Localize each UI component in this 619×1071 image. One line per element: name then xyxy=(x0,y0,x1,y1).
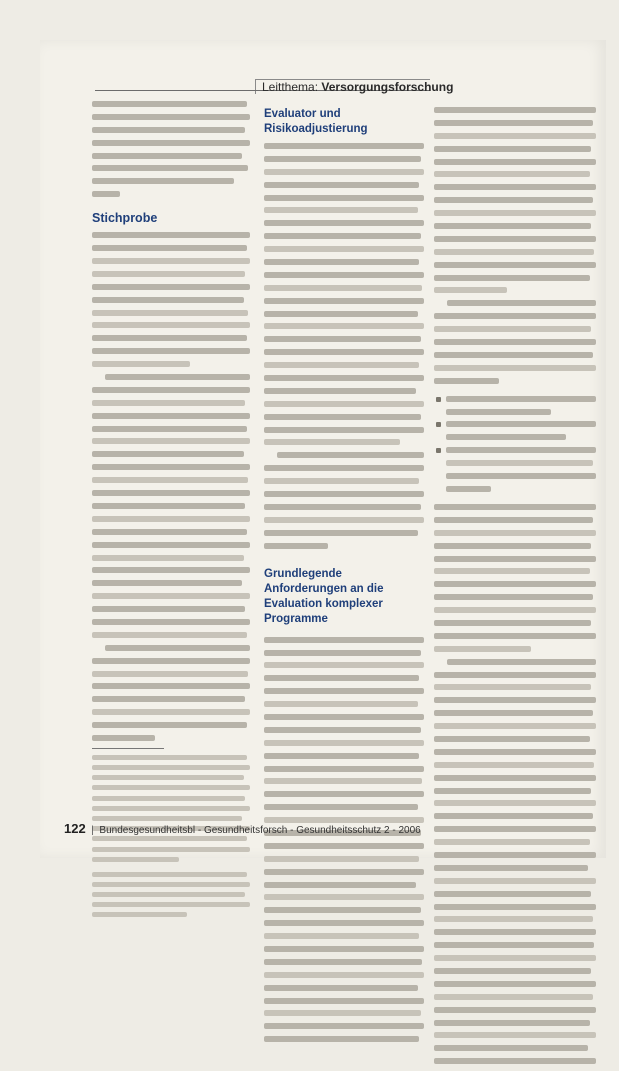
section-heading-anforderungen: Grundlegende Anforderungen an die Evaluation komplexer Programme xyxy=(264,567,384,625)
journal-citation: Bundesgesundheitsbl - Gesundheitsforsch - Gesundheitsschutz 2 - 2006 xyxy=(99,825,421,836)
footnote-rule xyxy=(92,748,164,749)
page-number: 122 xyxy=(64,821,86,836)
thema-title: Versorgungsforschung xyxy=(321,80,454,94)
left-column xyxy=(92,101,250,923)
section-heading-evaluator: Evaluator und Risikoadjustierung xyxy=(264,108,368,135)
list-item xyxy=(434,447,596,492)
list-item xyxy=(434,396,596,415)
footer-separator: | xyxy=(88,825,97,836)
right-column xyxy=(434,107,596,1071)
section-heading-stichprobe: Stichprobe xyxy=(92,211,158,226)
middle-column xyxy=(264,107,424,1049)
thema-label: Leitthema: xyxy=(262,80,319,94)
list-item xyxy=(434,421,596,440)
page-footer xyxy=(64,821,584,837)
running-header xyxy=(262,80,453,94)
